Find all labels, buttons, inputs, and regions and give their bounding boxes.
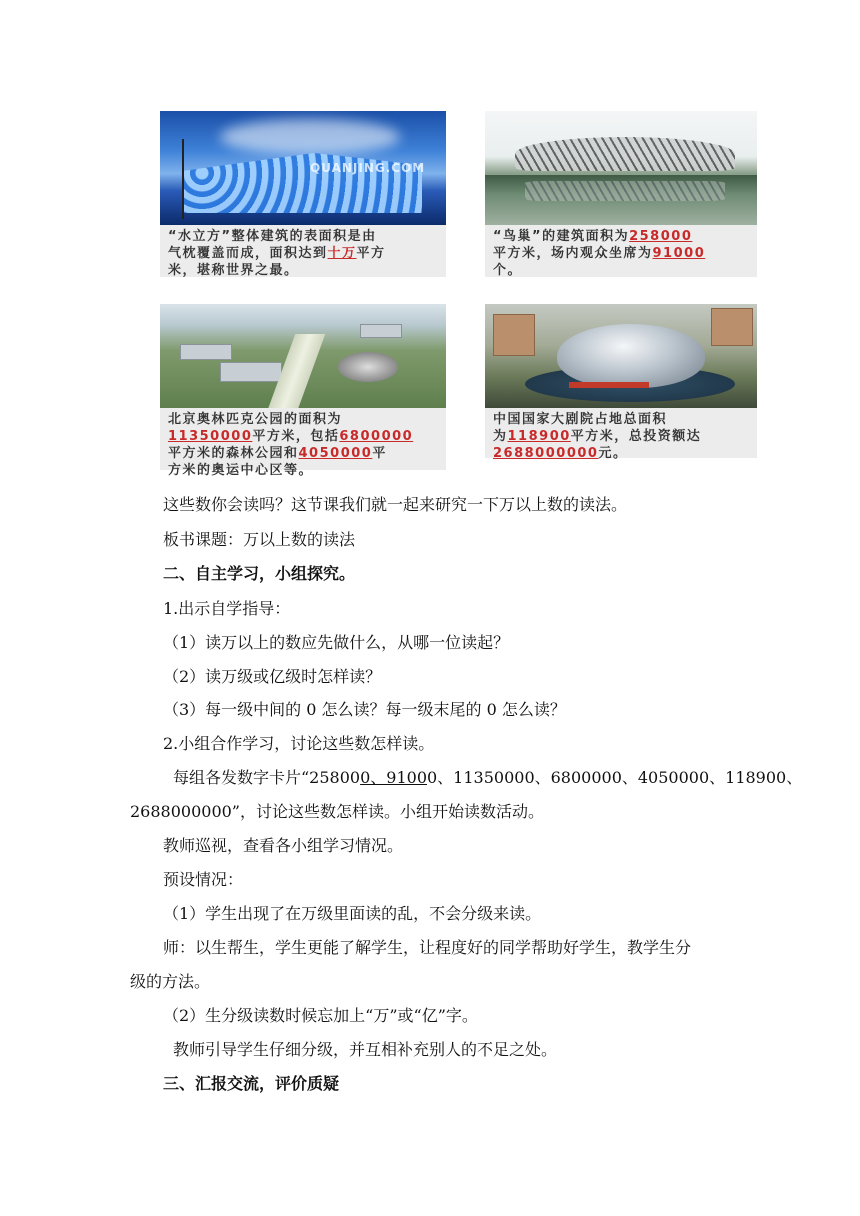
question-3: （3）每一级中间的 0 怎么读？每一级末尾的 0 怎么读？ bbox=[163, 700, 566, 719]
question-1: （1）读万以上的数应先做什么，从哪一位读起？ bbox=[163, 633, 510, 652]
preset-2: （2）生分级读数时候忘加上“万”或“亿”字。 bbox=[163, 1006, 478, 1025]
paragraph-teacher-patrol: 教师巡视，查看各小组学习情况。 bbox=[163, 836, 404, 855]
paragraph-number-cards: 每组各发数字卡片“258000、91000、11350000、6800000、4050000、118900、 bbox=[173, 768, 803, 787]
watermark: QUANJING.COM bbox=[310, 161, 426, 175]
caption-birds-nest: “鸟巢”的建筑面积为258000 平方米，场内观众坐席为91000 个。 bbox=[485, 225, 757, 277]
section-heading-2: 二、自主学习，小组探究。 bbox=[163, 564, 356, 583]
paragraph-intro: 这些数你会读吗？这节课我们就一起来研究一下万以上数的读法。 bbox=[163, 495, 628, 514]
caption-olympic-park: 北京奥林匹克公园的面积为 11350000平方米，包括6800000 平方米的森林公园和4050000平 方米的奥运中心区等。 bbox=[160, 408, 446, 470]
card-water-cube bbox=[160, 111, 446, 277]
olympic-park-photo bbox=[160, 304, 446, 408]
question-2: （2）读万级或亿级时怎样读？ bbox=[163, 667, 382, 686]
birds-nest-photo bbox=[485, 111, 757, 225]
section-heading-3: 三、汇报交流，评价质疑 bbox=[163, 1074, 340, 1093]
card-birds-nest bbox=[485, 111, 757, 277]
card-olympic-park bbox=[160, 304, 446, 478]
caption-national-theater: 中国国家大剧院占地总面积 为118900平方米，总投资额达 2688000000元。 bbox=[485, 408, 757, 458]
caption-water-cube: “水立方”整体建筑的表面积是由 气枕覆盖而成，面积达到十万平方 米，堪称世界之最。 bbox=[160, 225, 446, 277]
paragraph-teacher-guide: 教师引导学生仔细分级，并互相补充别人的不足之处。 bbox=[173, 1040, 558, 1059]
paragraph-number-cards-cont: 2688000000”，讨论这些数怎样读。小组开始读数活动。 bbox=[130, 802, 544, 821]
paragraph-teacher-note: 师：以生帮生，学生更能了解学生，让程度好的同学帮助好学生，教学生分 bbox=[163, 938, 692, 957]
card-national-theater bbox=[485, 304, 757, 461]
preset-1: （1）学生出现了在万级里面读的乱，不会分级来读。 bbox=[163, 904, 542, 923]
paragraph-preset: 预设情况： bbox=[163, 870, 244, 889]
paragraph-guide: 1.出示自学指导： bbox=[163, 599, 291, 618]
national-theater-photo bbox=[485, 304, 757, 408]
paragraph-board-title: 板书课题：万以上数的读法 bbox=[163, 530, 356, 549]
paragraph-group-study: 2.小组合作学习，讨论这些数怎样读。 bbox=[163, 734, 435, 753]
water-cube-photo bbox=[160, 111, 446, 225]
paragraph-teacher-note-cont: 级的方法。 bbox=[130, 972, 211, 991]
